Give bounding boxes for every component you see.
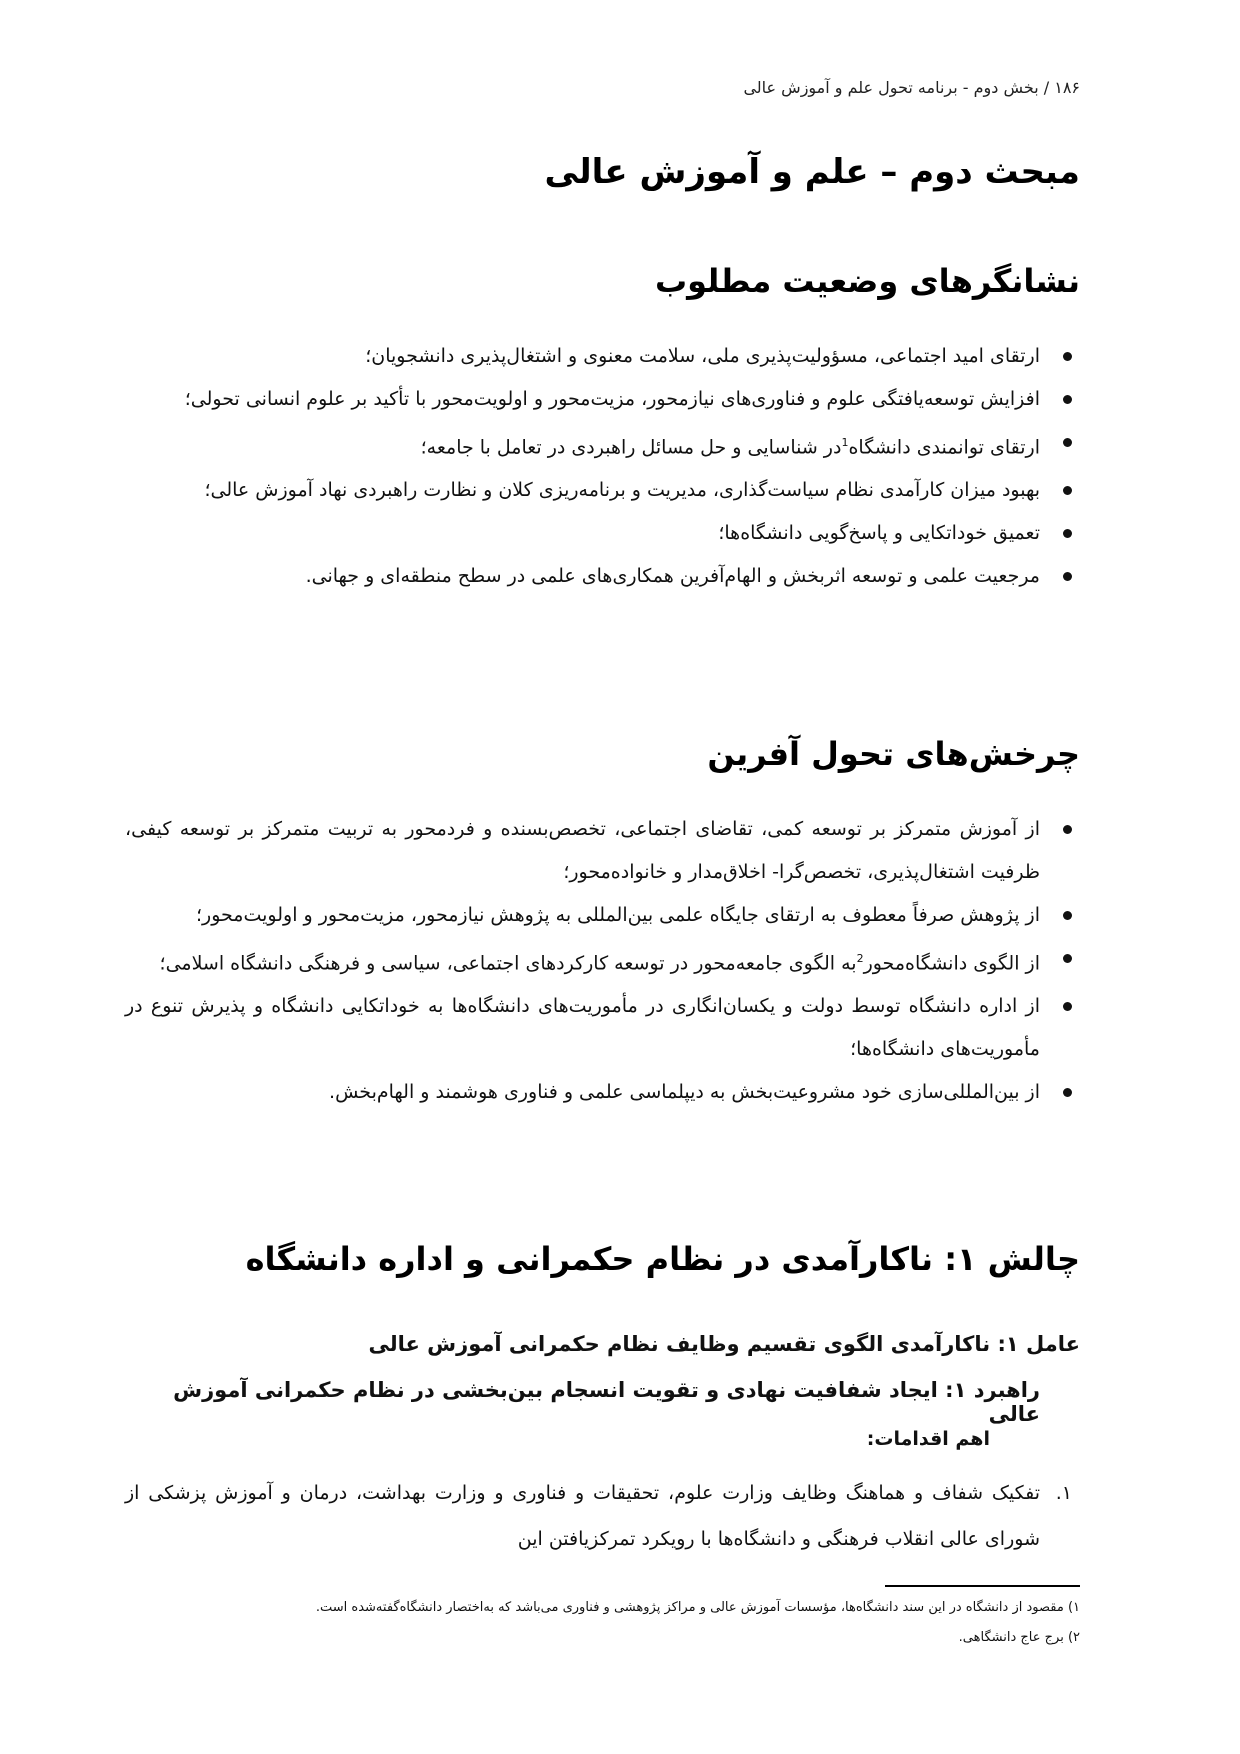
bullet-icon	[1063, 395, 1072, 404]
list-item: از الگوی دانشگاه‌محور$^2$به الگوی جامعه‌محور در توسعه کارکردهای اجتماعی، سیاسی و فرهنگی دانشگاه اسلامی؛	[125, 937, 1080, 985]
list-item: از بین‌المللی‌سازی خود مشروعیت‌بخش به دیپلماسی علمی و فناوری هوشمند و الهام‌بخش.	[125, 1071, 1080, 1114]
list-item: ارتقای امید اجتماعی، مسؤولیت‌پذیری ملی، سلامت معنوی و اشتغال‌پذیری دانشجویان؛	[125, 335, 1080, 378]
bullet-icon	[1063, 352, 1072, 361]
list-item: افزایش توسعه‌یافتگی علوم و فناوری‌های نیازمحور، مزیت‌محور و اولویت‌محور با تأکید بر علوم انسانی تحولی؛	[125, 378, 1080, 421]
list-item: از آموزش متمرکز بر توسعه کمی، تقاضای اجتماعی، تخصص‌بسنده و فردمحور به تربیت متمرکز بر توسعه کیفی، ظرفیت اشتغال‌پذیری، تخصص‌گرا- اخلاق‌مدار و خانواده‌محور؛	[125, 808, 1080, 894]
bullet-icon	[1063, 529, 1072, 538]
footnote-2: ۲) برج عاج دانشگاهی.	[958, 1630, 1080, 1645]
bullet-icon	[1063, 438, 1072, 447]
list-item: از اداره دانشگاه توسط دولت و یکسان‌انگاری در مأموریت‌های دانشگاه‌ها به خوداتکایی دانشگاه و پذیرش تنوع در مأموریت‌های دانشگاه‌ها؛	[125, 985, 1080, 1071]
footnote-ref[interactable]: 1	[841, 436, 849, 449]
action-item: ۱. تفکیک شفاف و هماهنگ وظایف وزارت علوم، تحقیقات و فناوری و وزارت بهداشت، درمان و آموزش پزشکی از شورای عالی انقلاب فرهنگی و دانشگاه‌ها با رویکرد تمرکزیافتن این	[125, 1470, 1080, 1562]
list-item: تعمیق خوداتکایی و پاسخ‌گویی دانشگاه‌ها؛	[125, 512, 1080, 555]
bullet-icon	[1063, 486, 1072, 495]
shifts-title: چرخش‌های تحول آفرین	[707, 735, 1080, 773]
footnote-divider	[885, 1585, 1080, 1587]
bullet-icon	[1063, 954, 1072, 963]
factor-heading: عامل ۱: ناکارآمدی الگوی تقسیم وظایف نظام حکمرانی آموزش عالی	[368, 1332, 1080, 1356]
list-item: ارتقای توانمندی دانشگاه$^1$در شناسایی و حل مسائل راهبردی در تعامل با جامعه؛	[125, 421, 1080, 469]
list-item: بهبود میزان کارآمدی نظام سیاست‌گذاری، مدیریت و برنامه‌ریزی کلان و نظارت راهبردی نهاد آموزش عالی؛	[125, 469, 1080, 512]
bullet-icon	[1063, 572, 1072, 581]
footnote-ref[interactable]: 2	[856, 952, 864, 965]
list-item: مرجعیت علمی و توسعه اثربخش و الهام‌آفرین همکاری‌های علمی در سطح منطقه‌ای و جهانی.	[125, 555, 1080, 598]
actions-label: اهم اقدامات:	[866, 1428, 990, 1450]
bullet-icon	[1063, 911, 1072, 920]
footnote-1: ۱) مقصود از دانشگاه در این سند دانشگاه‌ها، مؤسسات آموزش عالی و مراکز پژوهشی و فناوری می‌باشد که به‌اختصار دانشگاه‌گفته‌شده است.	[315, 1600, 1080, 1615]
running-head: ۱۸۶ / بخش دوم - برنامه تحول علم و آموزش عالی	[743, 78, 1080, 97]
challenge-title: چالش ۱: ناکارآمدی در نظام حکمرانی و اداره دانشگاه	[245, 1240, 1080, 1278]
strategy-heading: راهبرد ۱: ایجاد شفافیت نهادی و تقویت انسجام بین‌بخشی در نظام حکمرانی آموزش عالی	[173, 1378, 1040, 1426]
indicators-list	[125, 335, 1080, 598]
bullet-icon	[1063, 1088, 1072, 1097]
bullet-icon	[1063, 1002, 1072, 1011]
item-number: ۱.	[1055, 1482, 1072, 1504]
indicators-title: نشانگرهای وضعیت مطلوب	[654, 262, 1080, 300]
part-title: مبحث دوم – علم و آموزش عالی	[544, 152, 1080, 192]
shifts-list	[125, 808, 1080, 1114]
list-item: از پژوهش صرفاً معطوف به ارتقای جایگاه علمی بین‌المللی به پژوهش نیازمحور، مزیت‌محور و اولویت‌محور؛	[125, 894, 1080, 937]
bullet-icon	[1063, 825, 1072, 834]
